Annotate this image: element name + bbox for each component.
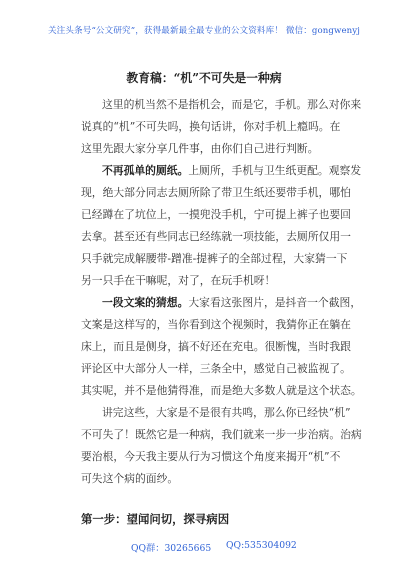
paragraph-4-line-2: 不可失了！既然它是一种病，我们就来一步一步治病。治病	[81, 428, 362, 441]
paragraph-3-line-4: 评论区中大部分人一样，三条全中，感觉自己被监视了。	[81, 362, 351, 375]
header-note: 关注头条号“公文研究”，获得最新最全最专业的公文资料库！ 微信：gongwenyj	[47, 26, 361, 36]
footer	[0, 540, 408, 554]
paragraph-4-line-4: 可失这个病的面纱。	[81, 472, 179, 485]
paragraph-1-line-3: 这里先跟大家分享几件事，由你们自己进行判断。	[81, 142, 319, 155]
page-title: 教育稿：“机”不可失是一种病	[126, 71, 282, 85]
paragraph-1-line-1: 这里的机当然不是指机会，而是它，手机。那么对你来	[102, 98, 362, 111]
paragraph-2-line-4: 去拿。甚至还有些同志已经练就一项技能，去厕所仅用一	[81, 230, 351, 243]
paragraph-2-line-3: 已经蹲在了坑位上，一摸兜没手机，宁可提上裤子也要回	[81, 208, 351, 221]
paragraph-4-line-3: 要治根，今天我主要从行为习惯这个角度来揭开“机”不	[81, 450, 341, 463]
paragraph-3-line-2: 文案是这样写的，当你看到这个视频时，我猜你正在躺在	[81, 318, 351, 331]
footer-qq-group: QQ群：30265665	[131, 543, 212, 554]
paragraph-2-line-5: 只手就完成解腰带-蹭准-提裤子的全部过程，大家猜一下	[81, 252, 348, 265]
paragraph-3-line-1	[102, 296, 362, 310]
step-heading: 第一步：望闻问切，探寻病因	[81, 512, 230, 526]
paragraph-4-line-1: 讲完这些，大家是不是很有共鸣，那么你已经快“机”	[102, 406, 351, 419]
paragraph-3-line-5: 其实呢，并不是他猜得准，而是绝大多数人就是这个状态。	[81, 384, 362, 397]
paragraph-2-line-6: 另一只手在干嘛呢，对了，在玩手机呀！	[81, 274, 276, 287]
paragraph-2-line-1-text: 上厕所，手机与卫生纸更配。观察发	[188, 164, 362, 177]
paragraph-3-line-1-text: 大家看这张图片，是抖音一个截图，	[188, 296, 362, 309]
paragraph-2-line-1	[102, 164, 362, 178]
paragraph-2-line-2: 现，绝大部分同志去厕所除了带卫生纸还要带手机，哪怕	[81, 186, 351, 199]
paragraph-1-line-2: 说真的“机”不可失吗，换句话讲，你对手机上瘾吗。在	[81, 120, 341, 133]
paragraph-3-lead: 一段文案的猜想。	[102, 296, 189, 309]
footer-qq: QQ:535304092	[226, 540, 297, 551]
paragraph-2-lead: 不再孤单的厕纸。	[102, 164, 189, 177]
paragraph-3-line-3: 床上，而且是侧身，搞不好还在充电。很断愧，当时我跟	[81, 340, 351, 353]
